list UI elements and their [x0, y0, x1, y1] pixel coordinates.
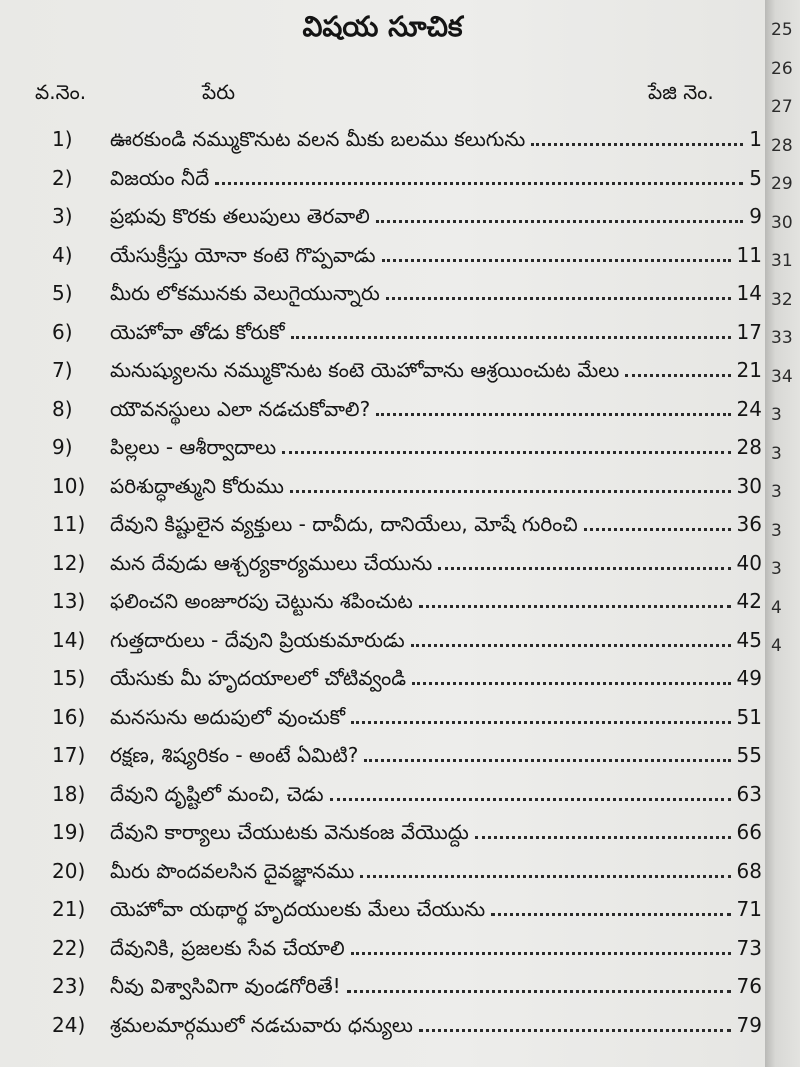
- toc-row-page: 21: [736, 358, 762, 382]
- toc-row-leader: [376, 220, 743, 223]
- toc-row-title: మనుష్యులను నమ్ముకొనుట కంటె యెహోవాను ఆశ్రయించుట మేలు: [110, 358, 620, 382]
- toc-row: [0, 204, 765, 242]
- toc-row-title: దేవుని కిష్టులైన వ్యక్తులు - దావీదు, దానియేలు, మోషే గురించి: [110, 512, 578, 536]
- toc-row-page: 71: [736, 897, 762, 921]
- toc-row: [0, 743, 765, 781]
- toc-row-page: 36: [736, 512, 762, 536]
- toc-row: [0, 474, 765, 512]
- toc-row-page: 63: [736, 781, 762, 806]
- facing-page-number: 31: [771, 251, 793, 271]
- toc-row-page: 17: [736, 319, 762, 344]
- toc-row-leader: [215, 182, 743, 185]
- toc-row-title: దేవుని దృష్టిలో మంచి, చెడు: [110, 781, 324, 806]
- facing-page-number: 25: [771, 20, 793, 40]
- toc-row-number: 22): [52, 935, 86, 960]
- toc-row-leader: [290, 490, 731, 493]
- toc-row-leader: [491, 913, 731, 916]
- toc-row: [0, 127, 765, 165]
- toc-row: [0, 397, 765, 435]
- toc-row: [0, 166, 765, 204]
- toc-row-number: 11): [52, 512, 86, 536]
- toc-row-leader: [625, 374, 731, 377]
- toc-row: [0, 705, 765, 743]
- toc-row-title: యెహోవా తోడు కోరుకో: [110, 319, 285, 344]
- toc-row-leader: [351, 721, 731, 724]
- facing-page-number: 28: [771, 135, 793, 156]
- toc-row-page: 68: [736, 858, 762, 883]
- toc-row-page: 66: [736, 820, 762, 844]
- toc-row-page: 49: [736, 666, 762, 690]
- toc-row-number: 20): [52, 858, 86, 883]
- toc-row-page: 28: [736, 435, 762, 459]
- toc-row-title: యేసుక్రీస్తు యోనా కంటె గొప్పవాడు: [110, 242, 376, 267]
- toc-row-page: 55: [736, 743, 762, 767]
- toc-row-number: 9): [52, 435, 73, 459]
- page-title: విషయ సూచిక: [302, 10, 463, 43]
- toc-row-leader: [364, 759, 731, 762]
- toc-row-title: పరిశుద్ధాత్ముని కోరుము: [110, 473, 284, 498]
- toc-row: [0, 666, 765, 704]
- facing-page-number: 27: [771, 97, 793, 117]
- toc-row: [0, 820, 765, 858]
- toc-row-page: 40: [736, 550, 762, 575]
- toc-row: [0, 551, 765, 589]
- toc-row-leader: [475, 836, 731, 839]
- toc-row-page: 79: [736, 1012, 762, 1037]
- toc-row: [0, 435, 765, 473]
- toc-row-leader: [376, 413, 731, 416]
- toc-row-title: యౌవనస్థులు ఎలా నడచుకోవాలి?: [110, 396, 371, 421]
- toc-row-title: యెహోవా యథార్థ హృదయులకు మేలు చేయును: [110, 897, 486, 921]
- toc-row-title: దేవుని కార్యాలు చేయుటకు వెనుకంజ వేయొద్దు: [110, 820, 469, 844]
- toc-row-number: 5): [52, 281, 73, 305]
- toc-row-title: శ్రమలమార్గములో నడచువారు ధన్యులు: [110, 1012, 413, 1037]
- toc-row-number: 2): [52, 165, 73, 190]
- facing-page-number: 3: [771, 520, 782, 541]
- column-header-number: వ.నెం.: [35, 80, 87, 104]
- toc-row-title: ప్రభువు కొరకు తలుపులు తెరవాలి: [110, 204, 370, 228]
- facing-page-number: 34: [771, 366, 793, 387]
- facing-page-number: 29: [771, 174, 793, 194]
- toc-row-title: దేవునికి, ప్రజలకు సేవ చేయాలి: [110, 935, 345, 960]
- toc-row-page: 76: [736, 974, 762, 998]
- toc-row-title: మన దేవుడు ఆశ్చర్యకార్యములు చేయును: [110, 550, 433, 575]
- toc-row-leader: [419, 1029, 731, 1032]
- toc-row-number: 1): [52, 127, 73, 151]
- column-header-page: పేజి నెం.: [648, 80, 714, 104]
- toc-row-number: 10): [52, 473, 86, 498]
- toc-row-title: గుత్తదారులు - దేవుని ప్రియకుమారుడు: [110, 627, 405, 652]
- toc-row-leader: [412, 682, 731, 685]
- facing-page-number: 4: [771, 597, 782, 618]
- toc-row-number: 4): [52, 242, 73, 267]
- toc-row-number: 8): [52, 396, 73, 421]
- toc-row: [0, 512, 765, 550]
- toc-row-title: విజయం నీదే: [110, 165, 210, 190]
- toc-row-number: 17): [52, 743, 86, 767]
- toc-row: [0, 358, 765, 396]
- toc-row-leader: [531, 143, 743, 146]
- toc-row: [0, 974, 765, 1012]
- toc-row-title: మీరు లోకమునకు వెలుగైయున్నారు: [110, 281, 380, 305]
- toc-row-title: ఊరకుండి నమ్ముకొనుట వలన మీకు బలము కలుగును: [110, 127, 526, 151]
- toc-row-title: మనసును అదుపులో వుంచుకో: [110, 704, 346, 729]
- toc-row-number: 6): [52, 319, 73, 344]
- toc-row-leader: [584, 528, 731, 531]
- toc-row-page: 11: [736, 242, 762, 267]
- toc-row-number: 3): [52, 204, 73, 228]
- toc-row-number: 18): [52, 781, 86, 806]
- toc-row-title: రక్షణ, శిష్యరికం - అంటే ఏమిటి?: [110, 743, 359, 767]
- toc-row-leader: [360, 875, 731, 878]
- toc-row-title: యేసుకు మీ హృదయాలలో చోటివ్వండి: [110, 666, 407, 690]
- toc-row-page: 1: [749, 127, 762, 151]
- toc-row-leader: [330, 798, 731, 801]
- toc-row-number: 14): [52, 627, 86, 652]
- toc-row-leader: [291, 336, 731, 339]
- facing-page-number: 3: [771, 405, 782, 425]
- toc-row-title: పిల్లలు - ఆశీర్వాదాలు: [110, 435, 277, 459]
- toc-row-number: 24): [52, 1012, 86, 1037]
- facing-page-number: 3: [771, 559, 782, 579]
- toc-row-leader: [347, 990, 731, 993]
- toc-row: [0, 897, 765, 935]
- facing-page-number: 3: [771, 443, 782, 464]
- toc-row-leader: [282, 451, 731, 454]
- toc-row: [0, 243, 765, 281]
- toc-row-number: 16): [52, 704, 86, 729]
- facing-page-number: 32: [771, 289, 793, 310]
- toc-row-page: 9: [749, 204, 762, 228]
- toc-row-title: నీవు విశ్వాసివిగా వుండగోరితే!: [110, 974, 341, 998]
- toc-row: [0, 589, 765, 627]
- toc-row-page: 24: [736, 396, 762, 421]
- toc-row-number: 21): [52, 897, 86, 921]
- toc-row-page: 51: [736, 704, 762, 729]
- column-header-name: పేరు: [202, 80, 235, 104]
- toc-row-number: 12): [52, 550, 86, 575]
- toc-row-page: 30: [736, 473, 762, 498]
- toc-row-page: 14: [736, 281, 762, 305]
- toc-row-leader: [419, 605, 731, 608]
- toc-row-leader: [438, 567, 731, 570]
- toc-row-page: 5: [749, 165, 762, 190]
- toc-row-number: 23): [52, 974, 86, 998]
- toc-row-page: 45: [736, 627, 762, 652]
- facing-page-number: 33: [771, 328, 793, 348]
- toc-row-leader: [386, 297, 731, 300]
- toc-row: [0, 782, 765, 820]
- toc-row: [0, 859, 765, 897]
- toc-row: [0, 281, 765, 319]
- toc-row-title: మీరు పొందవలసిన దైవజ్ఞానము: [110, 858, 355, 883]
- facing-page-number: 4: [771, 636, 782, 656]
- toc-row-number: 13): [52, 589, 86, 613]
- facing-page-number: 26: [771, 58, 793, 79]
- facing-page-number: 30: [771, 212, 793, 233]
- toc-row: [0, 320, 765, 358]
- toc-row-number: 19): [52, 820, 86, 844]
- toc-row: [0, 1013, 765, 1051]
- toc-row-page: 73: [736, 935, 762, 960]
- toc-row-page: 42: [736, 589, 762, 613]
- toc-row: [0, 936, 765, 974]
- toc-row: [0, 628, 765, 666]
- facing-page-number: 3: [771, 482, 782, 502]
- toc-row-number: 15): [52, 666, 86, 690]
- toc-row-leader: [351, 952, 731, 955]
- toc-row-title: ఫలించని అంజూరపు చెట్టును శపించుట: [110, 589, 413, 613]
- toc-row-leader: [382, 259, 731, 262]
- toc-row-leader: [411, 644, 731, 647]
- toc-row-number: 7): [52, 358, 73, 382]
